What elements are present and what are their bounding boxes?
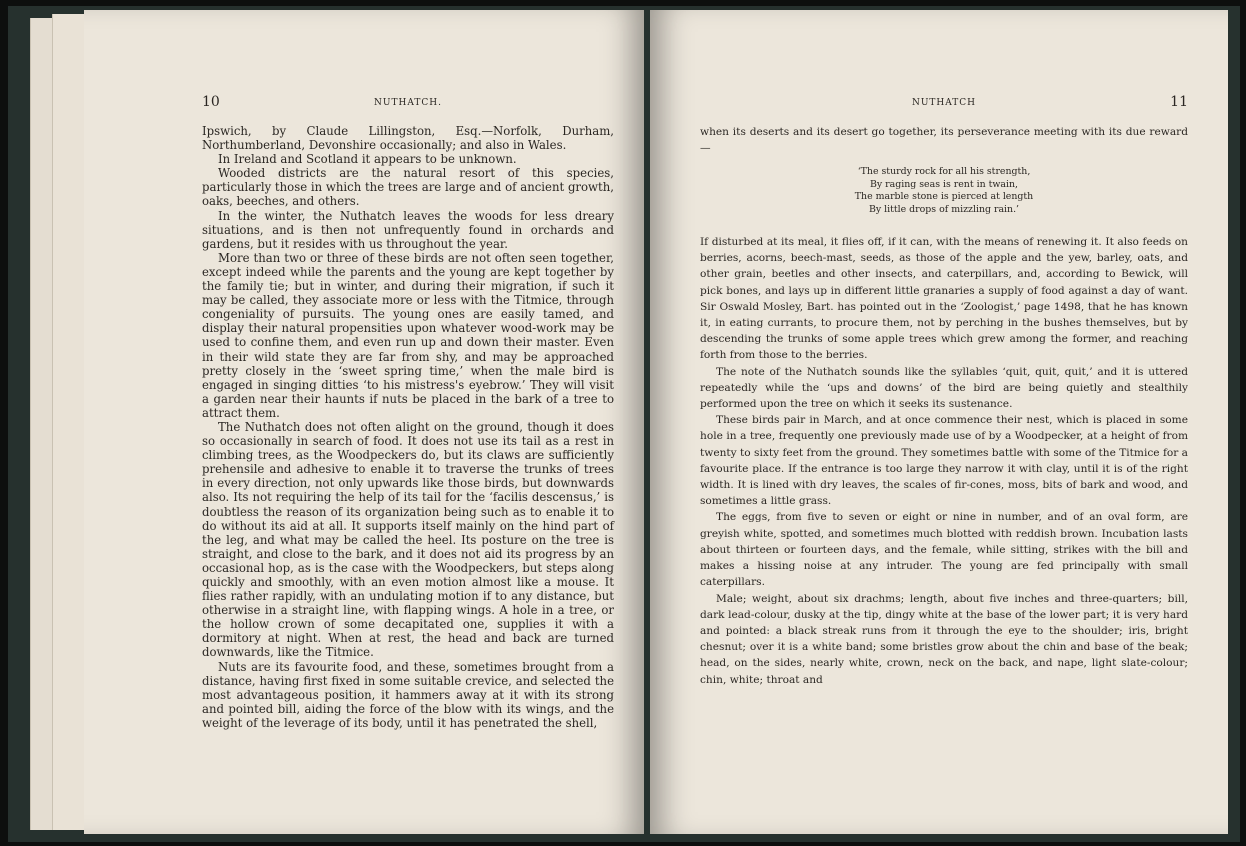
paragraph: The Nuthatch does not often alight on the ground, though it does so occasionally in search of food. It does not use its tail as a rest in climbing trees, as the Woodpeckers do, but its claws are sufficiently prehensile and adhesive to enable it to traverse the trunks of trees in every direction, not only upwards like those birds, but downwards also. Its not requiring the help of its tail for the ‘facilis descensus,’ is doubtless the reason of its organization being such as to enable it to do without its aid at all. It supports itself mainly on the hind part of the leg, and what may be called the heel. Its posture on the tree is straight, and close to the bark, and it does not aid its progress by an occasional hop, as is the case with the Woodpeckers, but steps along quickly and smoothly, with an even motion almost like a mouse. It flies rather rapidly, with an undulating motion if to any distance, but otherwise in a straight line, with flapping wings. A hole in a tree, or the hollow crown of some decapitated one, supplies it with a dormitory at night. When at rest, the head and back are turned downwards, like the Titmice. [202,419,614,660]
running-title: NUTHATCH. [374,98,442,108]
right-running-head [700,94,1188,116]
paragraph: Wooded districts are the natural resort of this species, particularly those in which the trees are large and of ancient growth, oaks, beeches, and others. [202,166,614,209]
poem-line: By raging seas is rent in twain, [869,178,1018,190]
right-body [700,124,1188,688]
right-page [650,10,1228,834]
paragraph: In the winter, the Nuthatch leaves the woods for less dreary situations, and is then not unfrequently found in orchards and gardens, but it resides with us throughout the year. [202,208,614,251]
paragraph: The note of the Nuthatch sounds like the syllables ‘quit, quit, quit,’ and it is uttered repeatedly while the ‘ups and downs’ of the bird are being quietly and stealthily performed upon the tree on which it seeks its sustenance. [700,365,1188,411]
paragraph: These birds pair in March, and at once commence their nest, which is placed in some hole in a tree, frequently one previously made use of by a Woodpecker, at a height of from twenty to sixty feet from the ground. They sometimes battle with some of the Titmice for a favourite place. If the entrance is too large they narrow it with clay, until it is of the right width. It is lined with dry leaves, the scales of fir-cones, moss, bits of bark and wood, and sometimes a little grass. [700,414,1188,508]
paragraph: Nuts are its favourite food, and these, sometimes brought from a distance, having first fixed in some suitable crevice, and selected the most advantageous position, it hammers away at it with its strong and pointed bill, aiding the force of the blow with its wings, and the weight of the leverage of its body, until it has penetrated the shell, [202,659,614,730]
poem-line: ‘The sturdy rock for all his strength, [857,166,1031,178]
paragraph: More than two or three of these birds are not often seen together, except indeed while the parents and the young are kept together by the family tie; but in winter, and during their migration, if such it may be called, they associate more or less with the Titmice, through congeniality of pursuits. The young ones are easily tamed, and display their natural propensities upon whatever wood-work may be used to confine them, and even run up and down their master. Even in their wild state they are far from shy, and may be approached pretty closely in the ‘sweet spring time,’ when the male bird is engaged in singing ditties ‘to his mistress's eyebrow.’ They will visit a garden near their haunts if nuts be placed in the bark of a tree to attract them. [202,250,614,420]
page-number: 11 [1170,94,1188,110]
poem-quote [700,166,1188,216]
left-page [84,10,644,834]
paragraph: Male; weight, about six drachms; length, about five inches and three-quarters; bill, dark lead-colour, dusky at the tip, dingy white at the base of the lower part; it is very hard and pointed: a black streak runs from it through the eye to the shoulder; iris, bright chesnut; over it is a white band; some bristles grow about the chin and base of the beak; head, on the sides, nearly white, crown, neck on the back, and nape, light slate-colour; chin, white; throat and [700,592,1188,686]
running-title: NUTHATCH [911,98,977,108]
poem-line: The marble stone is pierced at length [854,191,1034,203]
paragraph: If disturbed at its meal, it flies off, if it can, with the means of renewing it. It also feeds on berries, acorns, beech-mast, seeds, as those of the apple and the yew, barley, oats, and other grain, beetles and other insects, and caterpillars, and, according to Bewick, will pick bones, and lays up in different little granaries a supply of food against a day of want. Sir Oswald Mosley, Bart. has pointed out in the ‘Zoologist,’ page 1498, that he has known it, in eating currants, to procure them, not by perching in the bushes themselves, but by descending the trunks of some apple trees which grew among the former, and reaching forth from those to the berries. [700,236,1188,362]
paragraph: In Ireland and Scotland it appears to be unknown. [218,152,517,167]
left-body [202,124,614,730]
left-running-head [202,94,614,116]
poem-line: By little drops of mizzling rain.’ [868,203,1020,215]
paragraph: Ipswich, by Claude Lillingston, Esq.—Norfolk, Durham, Northumberland, Devonshire occasionally; and also in Wales. [202,124,614,153]
paragraph: The eggs, from five to seven or eight or nine in number, and of an oval form, are greyish white, spotted, and sometimes much blotted with reddish brown. Incubation lasts about thirteen or fourteen days, and the female, while sitting, strikes with the bill and makes a hissing noise at any intruder. The young are fed principally with small caterpillars. [700,511,1188,589]
page-number: 10 [202,94,220,110]
paragraph: when its deserts and its desert go together, its perseverance meeting with its due reward— [700,126,1188,155]
